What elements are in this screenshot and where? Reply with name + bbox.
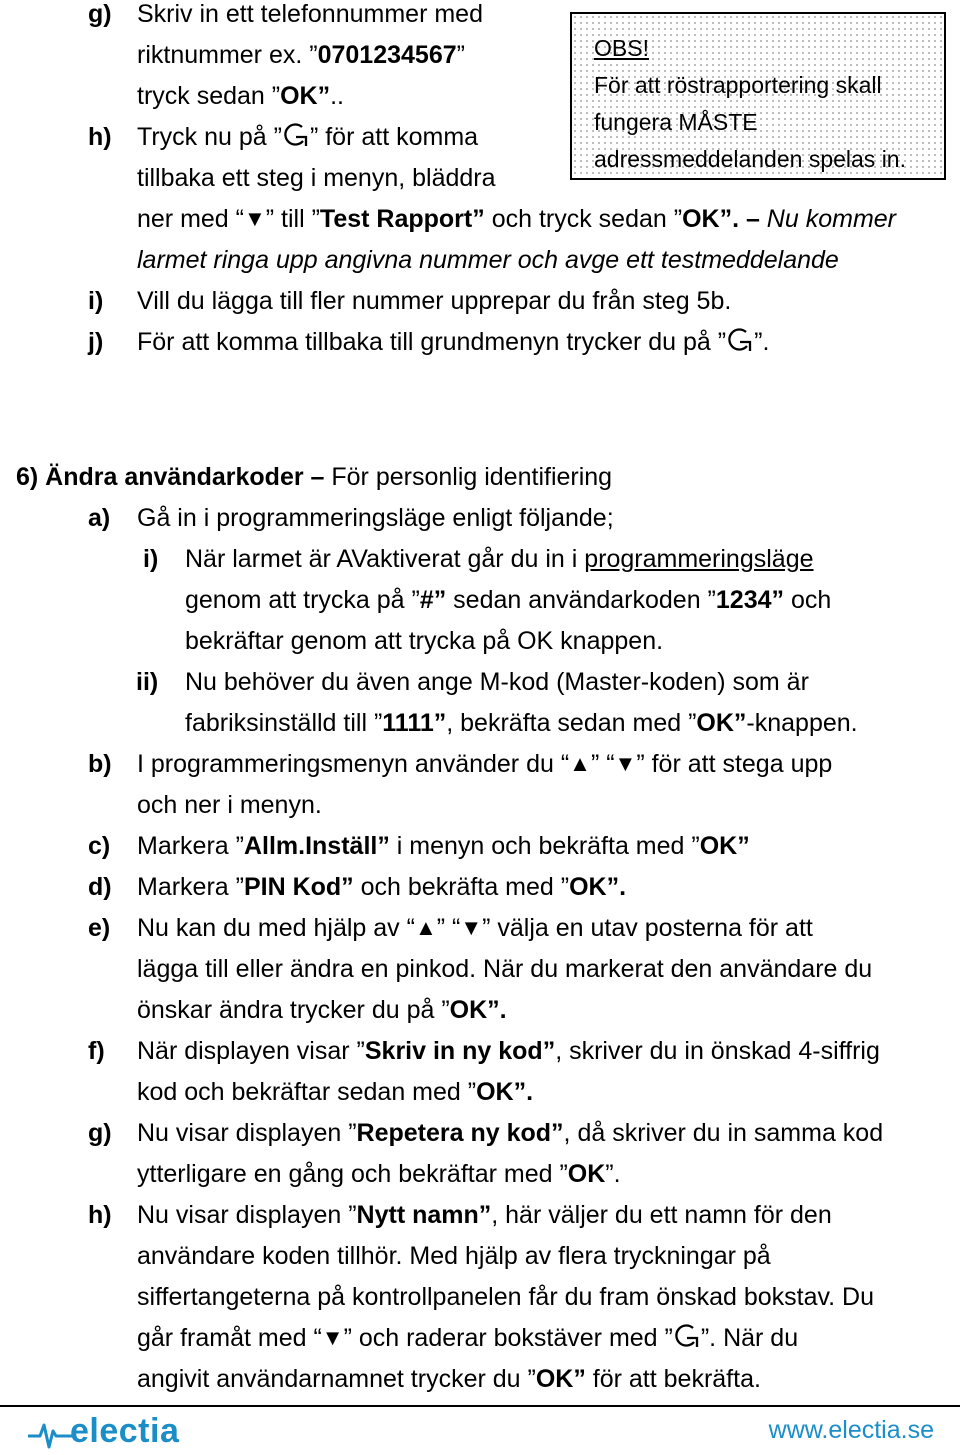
item-label: f) bbox=[88, 1037, 105, 1065]
programming-mode-link: programmeringsläge bbox=[584, 545, 814, 573]
up-arrow-icon: ▲ bbox=[414, 915, 437, 940]
logo-wordmark: electia bbox=[70, 1412, 180, 1450]
obs-line: fungera MÅSTE bbox=[594, 109, 758, 135]
step-h-line: tillbaka ett steg i menyn, bläddra bbox=[137, 164, 496, 192]
step-c-line: Markera ”Allm.Inställ” i menyn och bekräfta med ”OK” bbox=[137, 832, 750, 860]
pulse-icon bbox=[28, 1419, 72, 1449]
down-arrow-icon: ▼ bbox=[460, 915, 483, 940]
obs-title: OBS! bbox=[594, 35, 649, 61]
step-h2-line: angivit användarnamnet trycker du ”OK” för att bekräfta. bbox=[137, 1365, 761, 1393]
step-i-line: Vill du lägga till fler nummer upprepar du från steg 5b. bbox=[137, 287, 732, 315]
item-label: c) bbox=[88, 832, 111, 860]
step-f-line: När displayen visar ”Skriv in ny kod”, skriver du in önskad 4-siffrig bbox=[137, 1037, 880, 1065]
step-e-line: önskar ändra trycker du på ”OK”. bbox=[137, 996, 507, 1024]
step-a-i-line: genom att trycka på ”#” sedan användarkoden ”1234” och bbox=[185, 586, 832, 614]
website-link[interactable]: www.electia.se bbox=[768, 1416, 934, 1444]
step-f-line: kod och bekräftar sedan med ”OK”. bbox=[137, 1078, 534, 1106]
item-label: e) bbox=[88, 914, 111, 942]
item-label: h) bbox=[88, 123, 112, 151]
item-label: i) bbox=[88, 287, 104, 315]
step-j-line: För att komma tillbaka till grundmenyn trycker du på ” ”. bbox=[137, 322, 769, 366]
obs-line: För att röstrapportering skall bbox=[594, 72, 882, 98]
item-label: h) bbox=[88, 1201, 112, 1229]
section-heading: 6) Ändra användarkoder – För personlig identifiering bbox=[16, 463, 613, 491]
back-arrow-icon bbox=[726, 325, 754, 366]
step-d-line: Markera ”PIN Kod” och bekräfta med ”OK”. bbox=[137, 873, 627, 901]
step-h-line: larmet ringa upp angivna nummer och avge ett testmeddelande bbox=[137, 246, 839, 274]
step-b-line: I programmeringsmenyn använder du “▲” “▼” för att stega upp bbox=[137, 750, 833, 778]
item-label: b) bbox=[88, 750, 112, 778]
subitem-label: i) bbox=[143, 545, 159, 573]
step-e-line: Nu kan du med hjälp av “▲” “▼” välja en utav posterna för att bbox=[137, 914, 813, 942]
back-arrow-icon bbox=[282, 120, 310, 161]
step-e-line: lägga till eller ändra en pinkod. När du markerat den användare du bbox=[137, 955, 873, 983]
step-b-line: och ner i menyn. bbox=[137, 791, 322, 819]
step-g-line: tryck sedan ”OK”.. bbox=[137, 82, 345, 110]
footer-rule bbox=[0, 1405, 960, 1407]
step-a-line: Gå in i programmeringsläge enligt följande; bbox=[137, 504, 614, 532]
subitem-label: ii) bbox=[136, 668, 159, 696]
step-g-line: Skriv in ett telefonnummer med bbox=[137, 0, 483, 28]
step-g2-line: Nu visar displayen ”Repetera ny kod”, då skriver du in samma kod bbox=[137, 1119, 884, 1147]
back-arrow-icon bbox=[673, 1321, 701, 1362]
item-label: a) bbox=[88, 504, 111, 532]
item-label: j) bbox=[88, 328, 104, 356]
down-arrow-icon: ▼ bbox=[614, 751, 637, 776]
step-h2-line: Nu visar displayen ”Nytt namn”, här väljer du ett namn för den bbox=[137, 1201, 832, 1229]
obs-note-box bbox=[570, 12, 946, 180]
step-h-line: ner med “▼” till ”Test Rapport” och tryck sedan ”OK”. – Nu kommer bbox=[137, 205, 896, 233]
step-a-ii-line: Nu behöver du även ange M-kod (Master-koden) som är bbox=[185, 668, 809, 696]
item-label: g) bbox=[88, 0, 112, 28]
item-label: g) bbox=[88, 1119, 112, 1147]
step-g2-line: ytterligare en gång och bekräftar med ”OK”. bbox=[137, 1160, 621, 1188]
step-h2-line: går framåt med “▼” och raderar bokstäver med ” ”. När du bbox=[137, 1318, 798, 1362]
step-a-i-line: bekräftar genom att trycka på OK knappen. bbox=[185, 627, 664, 655]
step-a-i-line: När larmet är AVaktiverat går du in i programmeringsläge bbox=[185, 545, 814, 573]
step-g-line: riktnummer ex. ”0701234567” bbox=[137, 41, 465, 69]
down-arrow-icon: ▼ bbox=[321, 1325, 344, 1350]
step-h2-line: siffertangeterna på kontrollpanelen får du fram önskad bokstav. Du bbox=[137, 1283, 875, 1311]
item-label: d) bbox=[88, 873, 112, 901]
step-a-ii-line: fabriksinställd till ”1111”, bekräfta sedan med ”OK”-knappen. bbox=[185, 709, 858, 737]
step-h-line: Tryck nu på ” ” för att komma bbox=[137, 117, 478, 161]
down-arrow-icon: ▼ bbox=[243, 206, 266, 231]
up-arrow-icon: ▲ bbox=[569, 751, 591, 776]
obs-line: adressmeddelanden spelas in. bbox=[594, 146, 906, 172]
step-h2-line: användare koden tillhör. Med hjälp av flera tryckningar på bbox=[137, 1242, 771, 1270]
